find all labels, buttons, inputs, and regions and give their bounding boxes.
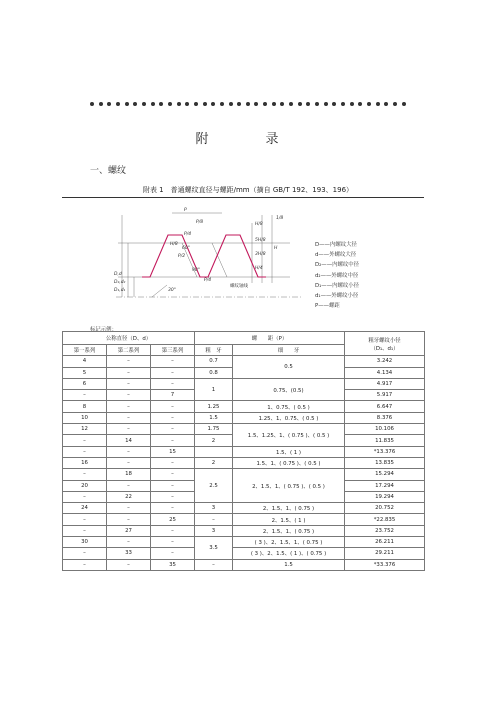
cell-coarse: 2.5 (195, 469, 233, 503)
table-row (63, 378, 425, 389)
cell-series-2: – (107, 537, 151, 548)
cell-series-2: – (107, 424, 151, 435)
cell-series-3: – (151, 378, 195, 389)
header-series-1: 第一系列 (63, 345, 107, 356)
cell-series-2: – (107, 503, 151, 514)
table-caption: 附表 1 普通螺纹直径与螺距/mm（摘自 GB/T 192、193、196） (142, 186, 354, 194)
cell-minor: *33.376 (345, 559, 425, 570)
fig-label: D₁,d₁ (114, 288, 126, 293)
cell-minor: 20.752 (345, 503, 425, 514)
cell-fine: 1、0.75、( 0.5 ) (233, 401, 345, 412)
marking-example-label: 标记示例： (90, 327, 117, 333)
cell-series-2: – (107, 367, 151, 378)
header-pitch: 螺 距（P） (195, 332, 345, 345)
table-row (63, 469, 425, 480)
cell-fine: 0.75、(0.5) (233, 378, 345, 401)
cell-series-1: 12 (63, 424, 107, 435)
cell-series-3: 25 (151, 514, 195, 525)
cell-minor: 19.294 (345, 491, 425, 502)
fig-label: P (184, 208, 187, 213)
table-row (63, 412, 425, 423)
fig-label: P/2 (178, 254, 186, 259)
cell-series-1: – (63, 491, 107, 502)
cell-series-2: – (107, 457, 151, 468)
symbol-legend (315, 240, 359, 311)
cell-series-1: 30 (63, 537, 107, 548)
cell-fine: 2、1.5、( 1 ) (233, 514, 345, 525)
header-series-2: 第二系列 (107, 345, 151, 356)
legend-item: d₁——外螺纹小径 (315, 293, 359, 300)
fig-label: P/8 (196, 220, 204, 225)
cell-series-3: – (151, 457, 195, 468)
cell-coarse: 3.5 (195, 537, 233, 560)
cell-coarse: 0.7 (195, 356, 233, 367)
cell-coarse: 1 (195, 378, 233, 401)
fig-label: 1/8 (276, 216, 284, 221)
cell-series-2: – (107, 390, 151, 401)
cell-coarse: 2 (195, 457, 233, 468)
legend-item: D——内螺纹大径 (315, 242, 357, 248)
fig-label: H/8 (255, 222, 263, 227)
header-coarse: 粗 牙 (195, 345, 233, 356)
header-minor-text: 粗牙螺纹小径 (368, 337, 401, 344)
cell-fine: 2、1.5、1、( 0.75 )、( 0.5 ) (233, 469, 345, 503)
cell-minor: 4.917 (345, 378, 425, 389)
cell-fine: ( 3 )、2、1.5、( 1 )、( 0.75 ) (233, 548, 345, 559)
fig-label: H (274, 246, 278, 251)
cell-coarse (195, 446, 233, 457)
cell-coarse: – (195, 559, 233, 570)
table-row (63, 548, 425, 559)
cell-series-2: – (107, 412, 151, 423)
legend-item: D₁——内螺纹小径 (315, 282, 360, 289)
cell-series-3: 35 (151, 559, 195, 570)
cell-series-1: – (63, 446, 107, 457)
cell-minor: 23.752 (345, 525, 425, 536)
table-row (63, 514, 425, 525)
cell-fine: ( 3 )、2、1.5、1、( 0.75 ) (233, 537, 345, 548)
fig-label: P/4 (204, 278, 212, 283)
section-heading: 一、螺纹 (90, 166, 127, 176)
cell-coarse: 1.25 (195, 401, 233, 412)
cell-series-1: 8 (63, 401, 107, 412)
fig-label: H/8 (170, 242, 178, 247)
cell-fine: 1.5、1.25、1、( 0.75 )、( 0.5 ) (233, 424, 345, 447)
cell-series-2: – (107, 559, 151, 570)
cell-minor: *13.376 (345, 446, 425, 457)
cell-series-3: – (151, 367, 195, 378)
cell-series-1: – (63, 525, 107, 536)
cell-series-2: – (107, 378, 151, 389)
cell-minor: 3.242 (345, 356, 425, 367)
cell-series-3: – (151, 480, 195, 491)
cell-coarse: 1.5 (195, 412, 233, 423)
cell-series-3: – (151, 435, 195, 446)
cell-fine: 1.5 (233, 559, 345, 570)
cell-series-1: 16 (63, 457, 107, 468)
cell-coarse: 3 (195, 503, 233, 514)
cell-series-3: – (151, 525, 195, 536)
header-series-3: 第三系列 (151, 345, 195, 356)
thread-profile-line (142, 235, 266, 277)
table-row (63, 559, 425, 570)
cell-series-1: – (63, 435, 107, 446)
table-row (63, 503, 425, 514)
cell-minor: 5.917 (345, 390, 425, 401)
legend-item: P——螺距 (315, 303, 340, 310)
cell-fine: 1.5、1、( 0.75 )、( 0.5 ) (233, 457, 345, 468)
cell-series-3: – (151, 401, 195, 412)
table-row (63, 356, 425, 367)
cell-coarse: 3 (195, 525, 233, 536)
cell-fine: 1.5、( 1 ) (233, 446, 345, 457)
cell-series-3: 7 (151, 390, 195, 401)
cell-series-2: – (107, 401, 151, 412)
fig-label: 螺纹轴线 (230, 284, 248, 289)
cell-minor: 10.106 (345, 424, 425, 435)
cell-coarse: 0.8 (195, 367, 233, 378)
cell-minor: 6.647 (345, 401, 425, 412)
cell-fine: 2、1.5、1、( 0.75 ) (233, 525, 345, 536)
header-minor-sub: （D₁、d₁） (370, 345, 399, 352)
table-row (63, 424, 425, 435)
cell-coarse: 2 (195, 435, 233, 446)
cell-series-2: – (107, 446, 151, 457)
table-row (63, 401, 425, 412)
cell-series-3: – (151, 424, 195, 435)
cell-fine: 0.5 (233, 356, 345, 379)
cell-series-2: – (107, 356, 151, 367)
table-row (63, 525, 425, 536)
header-fine: 细 牙 (233, 345, 345, 356)
cell-minor: 26.211 (345, 537, 425, 548)
fig-label: P/4 (184, 232, 192, 237)
table-row (63, 446, 425, 457)
cell-series-1: 4 (63, 356, 107, 367)
cell-minor: *22.835 (345, 514, 425, 525)
table-row (63, 537, 425, 548)
legend-item: d₂——外螺纹中径 (315, 272, 359, 279)
decorative-dot-row (90, 100, 406, 108)
thread-dimension-table (62, 331, 425, 571)
cell-series-1: – (63, 390, 107, 401)
cell-series-1: 20 (63, 480, 107, 491)
cell-series-2: 33 (107, 548, 151, 559)
cell-series-3: – (151, 469, 195, 480)
cell-series-2: – (107, 514, 151, 525)
cell-coarse: 1.75 (195, 424, 233, 435)
cell-fine: 2、1.5、1、( 0.75 ) (233, 503, 345, 514)
cell-series-2: 22 (107, 491, 151, 502)
cell-series-2: 18 (107, 469, 151, 480)
cell-series-1: 24 (63, 503, 107, 514)
fig-label: D,d (114, 272, 122, 277)
header-minor-diameter (345, 332, 425, 356)
cell-minor: 15.294 (345, 469, 425, 480)
cell-minor: 8.376 (345, 412, 425, 423)
cell-series-2: 14 (107, 435, 151, 446)
cell-minor: 13.835 (345, 457, 425, 468)
cell-series-3: – (151, 548, 195, 559)
cell-series-3: – (151, 356, 195, 367)
cell-minor: 29.211 (345, 548, 425, 559)
table-row (63, 457, 425, 468)
cell-series-1: 10 (63, 412, 107, 423)
cell-series-3: – (151, 491, 195, 502)
cell-series-3: – (151, 537, 195, 548)
fig-label: 90° (192, 268, 200, 273)
cell-series-1: – (63, 469, 107, 480)
cell-minor: 11.835 (345, 435, 425, 446)
fig-label: 30° (168, 288, 176, 293)
cell-series-3: 15 (151, 446, 195, 457)
cell-series-1: – (63, 548, 107, 559)
cell-series-3: – (151, 412, 195, 423)
cell-series-3: – (151, 503, 195, 514)
cell-fine: 1.25、1、0.75、( 0.5 ) (233, 412, 345, 423)
legend-item: d——外螺纹大径 (315, 252, 357, 259)
cell-series-1: 5 (63, 367, 107, 378)
cell-series-1: – (63, 559, 107, 570)
cell-series-2: 27 (107, 525, 151, 536)
caption-rule (62, 197, 424, 198)
thread-profile-diagram (112, 205, 312, 305)
cell-series-2: – (107, 480, 151, 491)
header-nominal-diameter: 公称直径（D、d） (63, 332, 195, 345)
cell-minor: 4.134 (345, 367, 425, 378)
fig-label: D₂,d₂ (114, 280, 126, 285)
cell-series-1: 6 (63, 378, 107, 389)
fig-label: 60° (182, 246, 190, 251)
fig-label: 5H/8 (255, 238, 266, 243)
fig-label: 3H/8 (255, 252, 266, 257)
cell-series-1: – (63, 514, 107, 525)
fig-label: H/4 (255, 266, 263, 271)
cell-coarse: – (195, 514, 233, 525)
page-title: 附 录 (195, 132, 301, 147)
cell-minor: 17.294 (345, 480, 425, 491)
legend-item: D₂——内螺纹中径 (315, 262, 360, 269)
